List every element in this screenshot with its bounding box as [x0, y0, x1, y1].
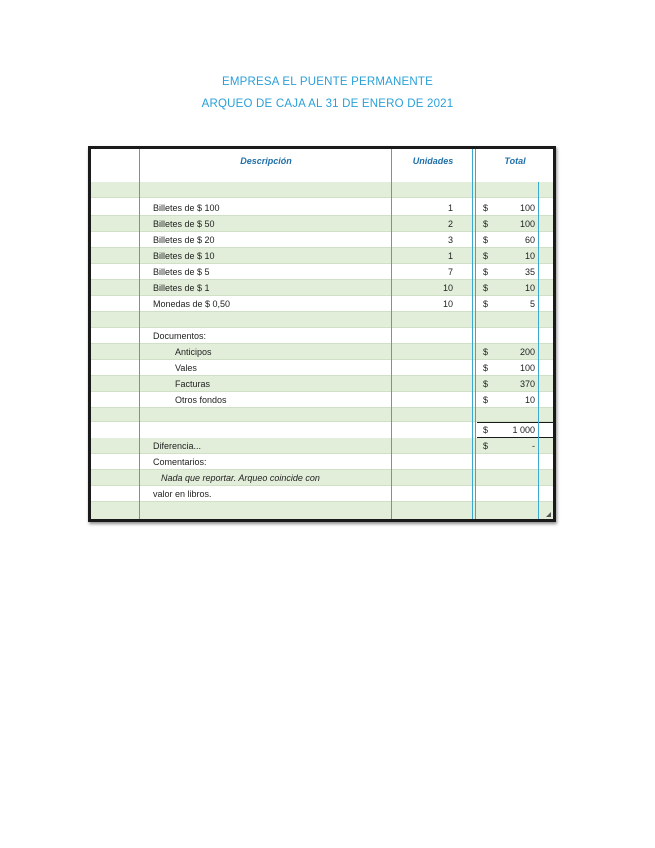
column-divider [391, 149, 392, 519]
header-total: Total [504, 156, 526, 166]
difference-amount: - [532, 441, 535, 451]
row-label: Monedas de $ 0,50 [153, 299, 231, 309]
row-amount: 10 [524, 395, 535, 405]
table-row [91, 264, 553, 280]
row-currency: $ [483, 363, 489, 373]
row-currency: $ [483, 219, 489, 229]
column-divider [475, 149, 476, 519]
comment-line: Nada que reportar. Arqueo coincide con [161, 473, 320, 483]
row-amount: 100 [519, 203, 535, 213]
cash-count-table [88, 146, 556, 522]
row-currency: $ [483, 235, 489, 245]
row-units: 10 [442, 299, 453, 309]
table-row [91, 216, 553, 232]
row-units: 1 [447, 251, 453, 261]
row-label: Anticipos [175, 347, 212, 357]
table-row [91, 470, 553, 486]
table-row [91, 360, 553, 376]
table-row [91, 486, 553, 502]
table-row [91, 280, 553, 296]
spacer-row [91, 502, 553, 519]
table-row [91, 344, 553, 360]
header-units: Unidades [412, 156, 454, 166]
table-row [91, 232, 553, 248]
row-currency: $ [483, 283, 489, 293]
row-amount: 10 [524, 283, 535, 293]
document-title: EMPRESA EL PUENTE PERMANENTE [222, 76, 433, 88]
row-currency: $ [483, 203, 489, 213]
table-row [91, 392, 553, 408]
row-label: Billetes de $ 50 [153, 219, 215, 229]
row-currency: $ [483, 395, 489, 405]
resize-handle [546, 512, 551, 517]
total-row [91, 422, 553, 438]
table-row [91, 438, 553, 454]
spacer-row [91, 312, 553, 328]
spacer-row [91, 182, 553, 198]
comments-label: Comentarios: [153, 457, 207, 467]
row-currency: $ [483, 379, 489, 389]
column-divider [538, 182, 539, 519]
spacer-row [91, 408, 553, 422]
row-label: Billetes de $ 20 [153, 235, 215, 245]
row-units: 10 [442, 283, 453, 293]
document-subtitle: ARQUEO DE CAJA AL 31 DE ENERO DE 2021 [201, 98, 454, 110]
table-row [91, 248, 553, 264]
table-header-row [91, 149, 553, 182]
row-label: Billetes de $ 1 [153, 283, 210, 293]
row-currency: $ [483, 251, 489, 261]
row-amount: 370 [519, 379, 535, 389]
total-amount: 1 000 [512, 425, 535, 435]
row-currency: $ [483, 299, 489, 309]
row-amount: 5 [529, 299, 535, 309]
row-amount: 35 [524, 267, 535, 277]
row-label: Facturas [175, 379, 211, 389]
difference-label: Diferencia... [153, 441, 202, 451]
row-label: Vales [175, 363, 197, 373]
row-currency: $ [483, 347, 489, 357]
row-units: 2 [447, 219, 453, 229]
row-amount: 60 [524, 235, 535, 245]
row-label: Billetes de $ 100 [153, 203, 220, 213]
row-amount: 200 [519, 347, 535, 357]
row-units: 3 [447, 235, 453, 245]
documents-label: Documentos: [153, 331, 207, 341]
row-label: Billetes de $ 10 [153, 251, 215, 261]
column-divider [139, 149, 140, 519]
row-amount: 100 [519, 219, 535, 229]
table-row [91, 296, 553, 312]
total-currency: $ [483, 425, 489, 435]
row-amount: 100 [519, 363, 535, 373]
table-row [91, 200, 553, 216]
comment-line: valor en libros. [153, 489, 212, 499]
table-row [91, 454, 553, 470]
row-units: 7 [447, 267, 453, 277]
table-row [91, 328, 553, 344]
header-description: Descripción [240, 156, 292, 166]
row-label: Otros fondos [175, 395, 227, 405]
column-divider [472, 149, 473, 519]
row-amount: 10 [524, 251, 535, 261]
difference-currency: $ [483, 441, 489, 451]
row-label: Billetes de $ 5 [153, 267, 210, 277]
table-row [91, 376, 553, 392]
row-units: 1 [447, 203, 453, 213]
row-currency: $ [483, 267, 489, 277]
